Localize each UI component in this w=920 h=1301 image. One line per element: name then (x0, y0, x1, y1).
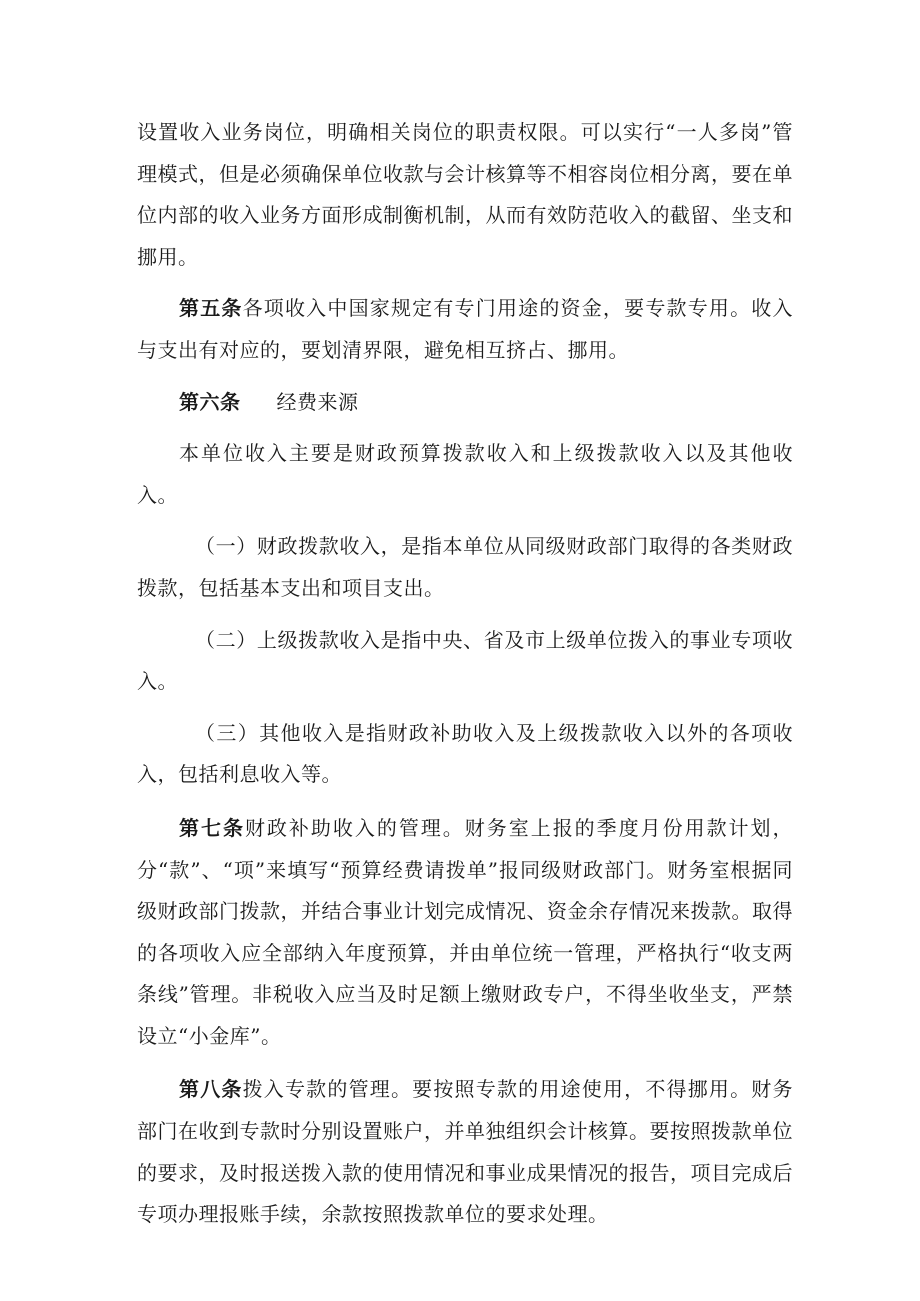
item-fiscal-appropriation: （一）财政拨款收入，是指本单位从同级财政部门取得的各类财政拨款，包括基本支出和项目支出。 (137, 534, 793, 600)
article-8-label: 第八条 (179, 1077, 243, 1102)
article-7-text: 财政补助收入的管理。财务室上报的季度月份用款计划，分“款”、“项”来填写“预算经费请拨单”报同级财政部门。财务室根据同级财政部门拨款，并结合事业计划完成情况、资金余存情况来拨款。取得的各项收入应全部纳入年度预算，并由单位统一管理，严格执行“收支两条线”管理。非税收入应当及时足额上缴财政专户，不得坐收坐支，严禁设立“小金库”。 (137, 815, 794, 1048)
article-6-title: 经费来源 (276, 389, 359, 414)
article-7-label: 第七条 (179, 815, 245, 840)
article-8 (137, 1069, 793, 1235)
article-6-heading (137, 382, 793, 424)
article-5-text: 各项收入中国家规定有专门用途的资金，要专款专用。收入与支出有对应的，要划清界限，避免相互挤占、挪用。 (137, 296, 794, 362)
article-6-label: 第六条 (179, 389, 241, 414)
article-8-text: 拨入专款的管理。要按照专款的用途使用，不得挪用。财务部门在收到专款时分别设置账户，并单独组织会计核算。要按照拨款单位的要求，及时报送拨入款的使用情况和事业成果情况的报告，项目完成后专项办理报账手续，余款按照拨款单位的要求处理。 (137, 1077, 794, 1227)
paragraph-income-sources: 本单位收入主要是财政预算拨款收入和上级拨款收入以及其他收入。 (137, 441, 793, 507)
item-other-income: （三）其他收入是指财政补助收入及上级拨款收入以外的各项收入，包括利息收入等。 (137, 720, 793, 787)
article-7 (137, 808, 793, 1058)
article-5-label: 第五条 (179, 296, 243, 321)
document-page (137, 112, 793, 1236)
item-superior-appropriation: （二）上级拨款收入是指中央、省及市上级单位拨入的事业专项收入。 (137, 627, 793, 694)
paragraph-income-posts: 设置收入业务岗位，明确相关岗位的职责权限。可以实行“一人多岗”管理模式，但是必须确保单位收款与会计核算等不相容岗位相分离，要在单位内部的收入业务方面形成制衡机制，从而有效防范收入的截留、坐支和挪用。 (137, 120, 793, 269)
article-5 (137, 288, 793, 371)
